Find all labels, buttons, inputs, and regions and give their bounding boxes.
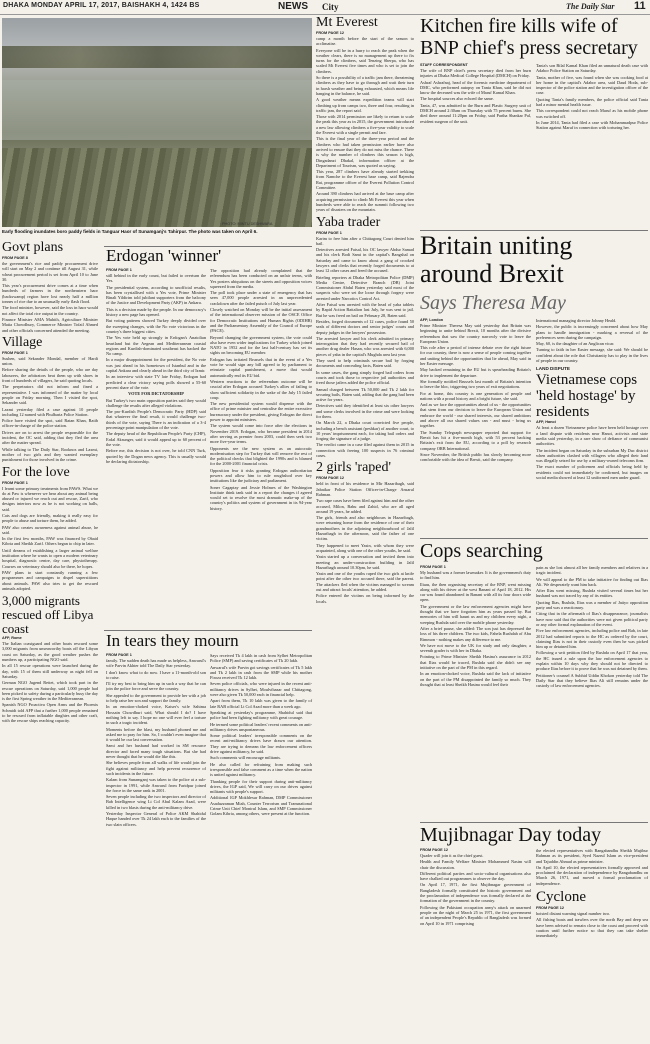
article-paragraph: Briefing reporters at Dhaka Metropolitan Police (DMP) Media Centre, Detective Branch (DB) Joint Commissioner Abdul Baten yesterday said most of the suspects who were set the loose through forgery were arrested under Narcotics Control Act.	[316, 274, 414, 301]
article-paragraph: However, the public is increasingly concerned about how May plans to handle immigration - marking a reversal of the preferences seen during the campaign.	[536, 324, 648, 340]
article-paragraph: May backed remaining in the EU but is spearheading Britain's drive to implement the departure.	[420, 367, 531, 378]
article-paragraph: The poll took place under a state of emergency that has seen 47,000 people arrested in an unprecedented crackdown after the failed putsch of July last year.	[210, 290, 312, 306]
article-paragraph: After Ilias went missing, Rushda visited several times but her husband was not traced by any of its entities.	[536, 588, 648, 599]
article-paragraph: Karim to free him after a Chittagong Court denied him bail.	[316, 235, 414, 246]
article-paragraph: International managing director Johnny Heald.	[536, 318, 617, 323]
byline: FROM PAGE 1	[2, 350, 28, 355]
article-paragraph: Yasin started up a conversation and invited them into meeting an under-construction building in Jalil Hazaribagh around 10.30pm, he said.	[316, 554, 414, 570]
photo-caption: Early flooding inundates boro paddy fields in Tanguar Haor of Sunamganj's Tahirpur. The photo was taken on April 6.	[2, 229, 258, 234]
article-paragraph: Anwarul's wife Parvin got savings certificates of Tk 5 lakh and Tk 2 lakh in cash from the SMP while his mother Firoza received Tk 12 lakh.	[210, 664, 312, 681]
kitchen-col-b	[536, 63, 648, 132]
article-paragraph: Around 390 climbers had arrived at the base camp after acquiring permission to climb Mt Everest this year when hundreds were able to reach the summit following two years of disasters on the mountain.	[316, 191, 414, 213]
article-paragraph: In a major disappointment for the president, the No vote was just ahead in his hometown of Istanbul and in the capital Ankara and clearly ahead in the third city of Izmir.	[106, 357, 206, 374]
brexit-col-b	[536, 318, 648, 481]
article-paragraph: I learnt some primary treatments from PAWS. What we do at Paw is whenever we hear about any animal being abused or injured we reach out and rescue, Zarif, who designs interiors now as he is not working on halls, said.	[2, 485, 98, 512]
article-paragraph: In some cases, the gang simply forged bail orders from courts and took those to respective jail authorities and freed those jailers added the police official.	[316, 369, 414, 386]
article-paragraph: Seven people including the two inspectors and director of Bab Intelligence wing Lt Col Abul Kalam Azad, were killed in two blasts during the anti-militancy drive.	[106, 794, 206, 810]
article-paragraph: They used to help criminals secure bail by forging documents and concealing facts, Baten said.	[316, 358, 414, 369]
article-paragraph: Since November, the British public has slowly becoming more comfortable with the idea of Brexit, said the company.	[420, 451, 531, 463]
article-paragraph: So there is a possibility of a traffic jam there, threatening climbers as they have to go through and wait their turn in harsh weather and being exhausted, which means life hanging in the balance, he said.	[316, 75, 414, 96]
article-paragraph: Detectives arrested Faisal, his OC lawyer Abdur Samad and his clerk Bodi Sami in the capital's Bangshal on Saturday and came to know about a gang of crooked lawyers and clerks that recently forged documents to at least 12 other cases and freed the accused.	[316, 247, 414, 274]
article-paragraph: Such comments will encourage militants.	[210, 755, 282, 761]
article-paragraph: Before me, this decision is not over, he told CNN Turk, quoted by the Dogan news agency. This is usually would be declaring dictatorship.	[106, 448, 206, 464]
article-paragraph: The presidential system, according to unofficial results, has been crystallised with a Yes vote, Prime Minister Binali Yildirim told jubilant supporters from the balcony of the Justice and Development Party (AKP) in Ankara.	[106, 284, 206, 306]
headline-mujibnagar: Mujibnagar Day today	[420, 824, 602, 846]
headline-kitchen-fire: Kitchen fire kills wife of BNP chief's press secretary	[420, 15, 638, 59]
article-paragraph: Laxmi yesterday filed a case against 10 people including 12 named with Phulbaria Police Station.	[2, 406, 98, 417]
byline: FROM PAGE 1	[2, 480, 28, 485]
article-paragraph: Following the Pakistani occupation army's attack on unarmed people on the night of March 25 in 1971, the first government of an independent People's Republic of Bangladesh was formed on April 10 in 1971 comprising	[420, 904, 531, 926]
byline: AFP, London	[420, 318, 444, 322]
article-paragraph: After a brief pause, she added: The son just has depressed the loss of his three children. The two kids, Fahela Rushdah of Abu Rimmon - nothing makes any difference to me.	[420, 625, 531, 642]
byline: AFP, Hanoi	[536, 420, 556, 425]
article-paragraph: held in front of his residence in Mir Hazaribagh, said Jabatkar Police Station Officer-in-Charge Ansarul Rahman.	[316, 481, 414, 497]
article-paragraph: Finance Minister AMA Muhith, Agriculture Minister Matia Chowdhury, Commerce Minister Tofail Ahmed and other officials concerned attended the meeting.	[2, 316, 98, 333]
article-paragraph: Tania's son Bilal Kamal Khan filed an unnatural death case with Adabor Police Station on Saturday.	[536, 63, 648, 74]
article-paragraph: The incident began on Saturday in the suburban My Duc district when authorities clashed with villagers who alleged their land was illegally seized for use by a military-owned telecoms firm.	[536, 447, 648, 464]
byline: FROM PAGE 1	[316, 230, 342, 235]
headline-in-tears: In tears they mourn	[106, 631, 239, 650]
article-paragraph: After Faisal was arrested with the head of yaba tablets by Rapid Action Battalion last July, he was sent to jail. But he was freed on bail on February 28, Baten said.	[316, 302, 414, 318]
article-paragraph: Erdogan has irritated Brussels that in the event of a Yes vote he would sign any bill agreed to by parliament to reinstate capital punishment, a move that would automatically end its EU bid.	[210, 356, 312, 378]
article-paragraph: Opposition fear it risks granting Erdogan authoritarian powers and allow him to rule roughshod over key institutions like the judiciary and parliament.	[210, 467, 312, 484]
article-paragraph: Quoting Tania's family members, the police official said Tania had a minor mental health issue.	[536, 96, 648, 108]
article-paragraph: This year's procurement drive comes at a time when hundreds of farmers in the northeastern haor (backswamp) region have lost nearly half a million tonnes of rice due to an unusually early flash flood.	[2, 283, 98, 305]
article-paragraph: The opposition had already complained that the referendum has been conducted on an unfair terms, with Yes posters ubiquitous on the streets and opposition voices squeezed from the media.	[210, 268, 312, 289]
article-paragraph: We have not move to the UK for study and only daughter, a seventh grader is with her in Dhaka.	[420, 642, 531, 654]
article-paragraph: The wife of BNP chief's press secretary died from her burn injuries at Dhaka Medical College Hospital (DMCH) on Friday.	[420, 68, 531, 79]
byline: FROM PAGE 8	[2, 256, 28, 260]
article-paragraph: Sami and her husband had worked in SM resource director and faced many tough situations. But she had never thought that he would die like this.	[106, 743, 206, 760]
article-paragraph: Western reactions to the referendum outcome will be crucial after Erdogan accused Turkey's allies of failing to show sufficient solidarity in the wake of the July 15 failed coup.	[210, 378, 312, 400]
subheadline-brexit: Says Theresa May	[420, 292, 566, 314]
tears-col-b	[210, 653, 312, 818]
article-paragraph: We will appeal to the PM to take initiative for finding out Ilias Ali. We desperately want him back.	[536, 576, 648, 587]
tears-col-a	[106, 653, 206, 828]
headline-everest: Mt Everest	[316, 15, 378, 30]
headline-cops-searching: Cops searching	[420, 540, 543, 562]
photo-credit: PHOTO: MINTU DESHWARA	[222, 222, 273, 226]
article-paragraph: The government or the law enforcement agencies might have thought that we have forgotten him as years passed by. But memories of him will haunt us and my children every night, a weeping Rushda said over the mobile phone yesterday.	[420, 603, 531, 625]
article-paragraph: Quader will join it as the chief guest.	[420, 853, 484, 858]
article-paragraph: Besides, forged documents of 12 cases, police found 50 seals of different doctors and senior judges' courts and deputy judges in the lawyers' possession.	[316, 318, 414, 335]
article-paragraph: On March 22, a Dhaka court convicted five people, including a bench assistant (peshkar) of another court, to 10 years' imprisonment each, for taking bail orders and forging the signature of a judge.	[316, 420, 414, 442]
article-paragraph: May, 60, is the daughter of an Anglican vicar.	[536, 341, 615, 347]
article-paragraph: And as we face the opportunities ahead of us - the opportunities that stem from our decision to leave the European Union and embrace the world - our shared interests, our shared ambitions and above all our shared values can - and must - bring us together.	[420, 402, 531, 429]
newspaper-logo: The Daily Star	[566, 2, 615, 11]
headline-vietnamese: Vietnamese cops 'held hostage' by residents	[536, 372, 638, 421]
article-paragraph: hoisted distant warning signal number two.	[536, 911, 611, 917]
article-paragraph: Thanking people for their support during anti-militancy drives, the IGP said, We will carry on our drives against militants with people's support.	[210, 778, 312, 795]
article-paragraph: camp a month before the start of the season to acclimatise.	[316, 36, 414, 47]
article-paragraph: Until dreams of establishing a larger animal welfare institution where he wants to open a modern veterinary hospital, diagnostic centre, day care, physiotherapy. Courses on veterinary should also be there, he hopes.	[2, 547, 98, 569]
brexit-col-a	[420, 318, 531, 463]
byline: FROM PAGE 12	[420, 848, 448, 852]
article-paragraph: On April 17, 1971, the first Mujibnagar government of Bangladesh formally constituted the historic government and the proclamation of independence was formally declared at the formation of the government in the country.	[420, 882, 531, 904]
article-paragraph: Five law enforcement agencies, including police and Rab, in late 2012 had submitted reports to the HC as ordered by the court, claiming Ilias is not in their custody even then he was picked him up or detained him.	[536, 628, 648, 650]
article-paragraph: Samad charged between Tk 50,000 and Tk 2 lakh for securing bails, Baten said, adding that the gang had been active for years.	[316, 386, 414, 403]
divider	[420, 538, 648, 539]
article-paragraph: This is a decision made by the people. In our democracy's history a new page has opened.	[106, 306, 206, 318]
article-paragraph: PAW plans to start constantly running a few programmes and campaigns to dispel superstitions about animals. PAW also tries to get the rescued animals adopted.	[2, 569, 98, 591]
headline-govt-plans: Govt plans	[2, 240, 64, 255]
article-paragraph: Tania, 47, was admitted to the Burn and Plastic Surgery unit of DMCH around 2:30am on Thursday with 75 percent burns. She died there around 11:20pm on Friday, said Partha Shankar Pal, resident surgeon of the unit.	[420, 102, 531, 124]
article-paragraph: Yasin and one of the youths raped the two girls at knife point after the other two accused there, said the parent. The attackers fled when the victims managed to scream out and attract locals' attention, he added.	[316, 571, 414, 593]
article-paragraph: Health and Family Welfare Minister Mohammed Nasim will chair the discussion.	[420, 859, 531, 870]
headline-for-the-love: For the love	[2, 464, 70, 480]
article-paragraph: The verdict came in a case filed against them in 2015 in connection with freeing 100 suspects in 76 criminal cases.	[316, 442, 414, 459]
article-paragraph: This year, 287 climbers have already started trekking from Namche to the Everest base camp, said Rajendra Rai, programme officer of the Everest Pollution Control Committee.	[316, 169, 414, 191]
article-paragraph: She appealed to the government to provide her with a job to help raise her son and support the family.	[106, 692, 206, 704]
headline-cyclone: Cyclone	[536, 889, 586, 906]
mujib-col-a	[420, 848, 531, 927]
column-4	[316, 15, 414, 605]
article-paragraph: Yesterday Inspector General of Police AKM Shahidul Haque handed over Tk 24 lakh each to the families of the two slain officers.	[106, 811, 206, 827]
article-paragraph: They happened to meet Yasin, with whom they were acquainted, along with one of the other youths, he said.	[316, 542, 414, 553]
article-paragraph: PAW also creates awareness against animal abuse, he said.	[2, 524, 98, 535]
article-paragraph: the government's rice and paddy procurement drive will start on May 2 and continue till August 31, while wheat procurement period is set from April 10 to June 30.	[2, 261, 98, 282]
byline: FROM PAGE 12	[316, 31, 344, 35]
article-paragraph: The pro-Kurdish People's Democratic Party (HDP) said that whatever the final result, it would challenge two-thirds of the vote, saying There is an indication of a 3-4 percentage point manipulation of the vote.	[106, 409, 206, 431]
article-paragraph: I'll try my best to bring him up in such a way that he can join the police force and serve the country.	[106, 681, 206, 692]
subheading: VOTE FOR DICTATORSHIP	[128, 391, 184, 397]
article-paragraph: Moments before the blast, my husband phoned me and asked me to pray for him. So, I couldn't even imagine that it would be our last conversation.	[106, 726, 206, 743]
article-paragraph: The Yes vote held up strongly in Erdogan's Anatolian heartland but the Aegean and Mediterranean coastal regions and Kurdish-dominated southeast has backed the No camp.	[106, 335, 206, 357]
article-paragraph: In the first few months, PAW was financed by Obaid Kibria and Sheikh Zarif. Others began to chip in later.	[2, 536, 98, 547]
article-paragraph: This is the final year of the three-year period and the climbers who had taken permission earlier have also arrived to ensure that they do not miss the chance. There is why the number of climbers this season is high, Dingadanzi Dhakal, information officer at the Department of Tourism, was quoted as saying.	[316, 136, 414, 168]
dateline: DHAKA MONDAY APRIL 17, 2017, BAISHAKH 4, 1424 BS	[3, 2, 200, 9]
article-paragraph: Cats and dogs are friendly, making it really easy for people to abuse and torture them, he added.	[2, 512, 98, 524]
article-paragraph: Prime Minister Theresa May said yesterday that Britain was beginning to unite behind Brexit, 10 months after the divisive referendum that saw the country narrowly vote to leave the European Union.	[420, 323, 531, 344]
cops-col-a	[420, 565, 531, 688]
headline-two-girls: 2 girls 'raped'	[316, 460, 392, 476]
article-paragraph: The Italian coastguard and other boats rescued some 3,000 migrants from unseaworthy boats off the Libyan coast on Saturday, as the good weather pushes the numbers up, a participating NGO said.	[2, 641, 98, 663]
byline: STAFF CORRESPONDENT	[420, 63, 468, 67]
column-1	[2, 240, 98, 725]
article-paragraph: In all 15 rescue operations were launched during the day, with 15 of them still underway as night fell on Saturday.	[2, 663, 98, 679]
page-header-bar	[0, 0, 650, 15]
article-paragraph: Some political leaders' irresponsible comments on the recent anti-militancy drives have drawn our attention. They are trying to demean the law enforcement officers drive against militancy, he said.	[210, 733, 312, 755]
article-paragraph: In June 2014, Tania had filed a case with Mohammadpur Police Station against Maruf in connection with torturing her.	[536, 119, 648, 131]
article-paragraph: The exact number of policemen and officials being held by residents could not immediately be confirmed, but images on social media showed at least 12 uniformed men under guard.	[536, 464, 648, 481]
article-paragraph: In an emotion-choked voice, Rushda said the lack of initiative on the part of the PM disappointed the family so much. They thought that at least Sheikh Hasina would feel their	[420, 671, 531, 687]
byline: FROM PAGE 1	[420, 565, 446, 569]
article-paragraph: Spanish NGO Proactiva Open Arms and the Phoenix Schmidt told AFP that a further 1,000 people remained to be rescued from inflatable dinghies and other craft, with the rescue ships reaching capacity.	[2, 702, 98, 724]
article-paragraph: Kalam from Sunamganj was taken to the police at a sub-inspector in 1991, while Anwarul from Faridpur joined the force in the same rank in 2001.	[106, 777, 206, 793]
cops-col-b	[536, 565, 648, 690]
article-paragraph: The new presidential system would dispense with the office of prime minister and centralise the entire executive bureaucracy under the president, giving Erdogan the direct power to appoint ministers.	[210, 401, 312, 423]
byline: FROM PAGE 1	[106, 268, 132, 272]
kicker-land-dispute: LAND DISPUTE	[536, 366, 570, 372]
article-paragraph: German NGO Jugend Rettet, which took part in the rescue operations on Saturday, said 1,000 people had been picked to safety during a particularly busy the day is the first Spring weather in the Mediterranean.	[2, 680, 98, 702]
article-paragraph: The system would come into force after the elections in November 2019. Erdogan, who became president in 2014 after serving as premier from 2003, could then seek two more five-year terms.	[210, 423, 312, 445]
article-paragraph: The arrested lawyer and his clerk admitted in primary interrogation that they had recently secured bail of another drug dealer Hasan, who was arrested with 6,000 pieces of yaba in the capital's Mughda area last year.	[316, 335, 414, 357]
byline: FROM PAGE 12	[536, 906, 564, 911]
article-paragraph: Before sharing the details of the people, who are day labourers, the arbitrators beat them up with shoes in front of hundreds of villagers, he said quoting locals.	[2, 367, 98, 384]
article-paragraph: She formally notified Brussels last month of Britain's intention to leave the bloc, triggering two years of exit negotiations.	[420, 378, 531, 390]
article-paragraph: Those with 2014 permission are likely to return to scale the peak this year as in 2015, the government introduced a new law allowing climbers a five-year validity to scale the Everest with a single permit and fare.	[316, 114, 414, 136]
article-paragraph: Drives are on to arrest the people responsible for the incident, the OC said, adding that they fled the area after the matter spread.	[2, 429, 98, 446]
article-paragraph: Detectives said they identified at least six other lawyers and some clerks involved in the crime and were looking for them.	[316, 403, 414, 419]
article-paragraph: still behind in the early count, but failed to overturn the Yes.	[106, 273, 206, 284]
article-paragraph: This role after a period of intense debate over the right future for our country, there is now a sense of people coming together and uniting behind the opportunities that lie ahead, May said in her Easter message.	[420, 345, 531, 367]
article-paragraph: the elected representatives with Bangabandhu Sheikh Mujibur Rahman as its president, Syed Nazrul Islam as vice-president and Tajuddin Ahmad as prime minister.	[536, 848, 648, 864]
article-paragraph: Police entered the victims on being informed by the locals.	[316, 593, 414, 604]
article-paragraph: The girls, friends and also neighbours in Hazaribagh, were returning home from the residence of one of their grandmothers in the adjoining neighbourhood of Jalil Hazaribagh in the afternoon, said the father of one victim.	[316, 515, 414, 542]
article-paragraph: Closely watched on Monday will be the initial assessment of the international observer mission of the OSCE Office for Democratic Institutions and Human Rights (ODIHR) and the Parliamentary Assembly of the Council of Europe (PACE).	[210, 307, 312, 334]
article-paragraph: Pointing to Prime Minister Sheikh Hasina's assurance in 2012 that Ilias would be traced, Rushda said she didn't see any initiative on the part of the PM in this regard.	[420, 654, 531, 671]
article-paragraph: In an interview with state TV late Friday, Erdogan had predicted a clear victory saying polls showed a 55-60 percent share of the vote.	[106, 374, 206, 390]
byline: FROM PAGE 1	[106, 653, 132, 657]
article-paragraph: Apart from them, Tk 10 lakh was given to the family of late RAB official Lt Col Azad more than a week ago.	[210, 698, 312, 709]
article-paragraph: Police have visited the spot, said Ratan Khan, Ratib officer-in-charge of the police station.	[2, 418, 98, 429]
kitchen-col-a	[420, 63, 531, 125]
subsection-label: City	[322, 2, 339, 12]
section-label: NEWS	[278, 1, 308, 12]
byline: AFP, Rome	[2, 636, 22, 641]
article-paragraph: The Sunday Telegraph newspaper reported that support for Brexit has hit a five-month high, with 53 percent backing Britain's exit from the EU, according to a poll by research company ORB International.	[420, 429, 531, 451]
article-paragraph: Says received Tk 4 lakh in cash from Sylhet Metropolitan Police (SMP) and saving certificates of Tk 20 lakh.	[210, 653, 312, 664]
article-paragraph: pain as she lost almost all her family members and relatives in a tragic incident.	[536, 565, 648, 576]
erdogan-col-b	[210, 268, 312, 512]
article-paragraph: Two rape cases have been filed against him and the other accused, Milon, Babu and Zahid, who are all aged around 19 years, he added.	[316, 498, 415, 514]
article-paragraph: At least a dozen Vietnamese police have been held hostage over a land dispute with residents near Hanoi, activists and state media said yesterday, in a rare show of defiance of communist authorities.	[536, 425, 648, 447]
article-paragraph: He also called for refraining from making such irresponsible and false comment as a time when the nation is united against militancy.	[210, 761, 312, 778]
article-paragraph: The hospital sources also echoed the same.	[420, 96, 494, 102]
article-paragraph: A good weather means expedition teams will start climbing up from camps two, three and four, resulting in traffic jam, the report said.	[316, 97, 414, 113]
article-paragraph: Following a writ petition filed by Rushda on April 17 that year, the HC issued a rule upon the law enforcement agencies to explain within 10 days why they should not be directed to produce Ilias before it to prove that he was not detained by them.	[536, 650, 648, 672]
article-paragraph: Beyond changing the government system, the vote could also have even wider implications for Turkey which joined NATO in 1952 and for the last half-century has set its sights on becoming EU member.	[210, 334, 312, 356]
divider	[420, 822, 648, 823]
article-paragraph: This correspondent could not reach Maruf as his mobile phone was switched off.	[536, 108, 648, 119]
article-paragraph: For at home, this country is one generation of people and nations with a proud history and a bright future, she said.	[420, 390, 531, 401]
article-paragraph: Everyone will be in a hurry to reach the peak when the weather clears, there is no management up there to fix turns for the climbers, said Tenzing Sherpa, who has scaled Mt Everest five times and who is set to join the climbers.	[316, 47, 414, 74]
page-number: 11	[634, 0, 646, 12]
headline-brexit: Britain uniting around Brexit	[420, 231, 573, 288]
headline-yaba: Yaba trader	[316, 214, 381, 230]
article-paragraph: I don't know what to do now. I have a 11-month-old son to raise.	[106, 669, 206, 680]
article-paragraph: My husband was a former lawmaker. It is the government's duty to find him.	[420, 570, 531, 581]
article-paragraph: The food minister, however, said the loss in haor would not affect the total rice output in the country.	[2, 305, 98, 316]
article-paragraph: Turning to faith in her Easter message, she said: We should be confident about the role that Christianity has to play in the lives of people in our country.	[536, 347, 648, 364]
article-paragraph: All fishing boats and trawlers over the north Bay and deep sea have been advised to remain close to the coast and proceed with caution until further notice so that they can take shelter immediately.	[536, 917, 648, 939]
article-paragraph: While talking to The Daily Star, Rooknos and Laxmi, mother of two girls and they wanted exemplary punishment for those involved in the crime.	[2, 446, 98, 463]
article-paragraph: Tania, mother of five, was found when she was cooking food at her home in the capital's Adabor area, said Daud Hoda, sub-inspector of the police station and the investigation officer of the case.	[536, 74, 648, 96]
article-paragraph: The perpetrators did not inform and fined a representative. I was informed of the matter by local people on Friday morning. Then I visited the spot, Sekander said.	[2, 384, 98, 406]
article-paragraph: Additional IGP Mokhlesur Rahman, DMP Commissioner Asaduzzaman Miah, Counter Terrorism and Transnational Crime Unit Chief Monirul Islam, and SMP Commissioner Golam Kibria, among others, were present at the function.	[210, 795, 312, 817]
article-paragraph: family. The sudden death has made us helpless, Anwarul's wife Parvin Akhter told The Daily Star yesterday.	[106, 658, 206, 669]
headline-village: Village	[2, 334, 43, 350]
article-paragraph: The deputy head of the Republican People's Party (CHP), Erdal Aksunger, said it would appeal up to 60 percent of the vote.	[106, 431, 206, 447]
erdogan-col-a	[106, 268, 206, 465]
article-paragraph: Sushen, said Sekander Mondal, member of Hardi union.	[2, 355, 98, 367]
article-paragraph: He termed some political leaders' recent comments on anti-militancy drives unspontaneous.	[210, 721, 312, 732]
article-paragraph: Petitioner's counsel A Subhid Uddin Khokon yesterday told The Daily Star that they believe Ilias Ali still remains under the custody of law enforcement agencies.	[536, 672, 648, 689]
article-paragraph: But Turkey's two main opposition parties said they would challenge the results after alleged violations.	[106, 397, 206, 408]
article-paragraph: Seven police officials, who were injured in the recent anti-militancy drives in Sylhet, Moulvibazar and Chittagong, were also given Tk 50,000 each in financial help.	[210, 681, 312, 698]
article-paragraph: On April 10, the elected representatives formally approved and proclaimed the declaration of independence by Bangabandhu on March 26, 1971, and moved a formal proclamation of independence.	[536, 864, 648, 886]
article-paragraph: Soner Cagaptay and Jessie Holmes of the Washington Institute think tank said in a report the changes if agreed would set to resolve the most dramatic make-up of the country's politics and system of government in its 94-year history.	[210, 484, 312, 511]
article-paragraph: Different political parties and socio-cultural organisations also have chalked out programmes to observe the day.	[420, 870, 531, 882]
mujib-col-b	[536, 848, 648, 940]
article-paragraph: Ashraf Ashrafnaj, head of the forensic medicine department of DMC, who performed autopsy on Tania Khan, said he did not know the deceased was the wife of Maruf Kamal Khan.	[420, 79, 531, 96]
article-paragraph: Quoting Ilias, Rushda, Ilias was a member of Jatiyo opposition party and was a reactionary.	[536, 599, 648, 611]
article-paragraph: Speaking at yesterday's programme, Shahidul said that police had been fighting militancy with great courage.	[210, 709, 312, 721]
article-paragraph: But voting patterns showed Turkey deeply divided over the sweeping changes, with the No vote victorious in the country's three biggest cities.	[106, 318, 206, 334]
flood-photo	[2, 18, 312, 227]
headline-libya: 3,000 migrants rescued off Libya coast	[2, 593, 94, 637]
article-paragraph: Opponents see the new system as an autocratic modernisation step for Turkey that will remove the rest of the political checks that blighted the 1990s and is blamed for the 2000-2001 financial crisis.	[210, 445, 312, 467]
article-paragraph: In an emotion-choked voice, Kaiser's wife Sahima Hossain Chowdhuri said, What should I do? I have nothing left to say. I hope no one will ever feel a torture in such a tragic incident.	[106, 704, 206, 726]
headline-erdogan: Erdogan 'winner'	[106, 246, 222, 265]
byline: FROM PAGE 12	[316, 476, 344, 481]
article-paragraph: Citing that in the aftermath of Ilias's disappearance, journalists have now said that the authorities were not given political party or any other formal explanation of the event.	[536, 611, 648, 627]
article-paragraph: Iliaas, the then organising secretary of the BNP, went missing along with his driver at the west Banani of April 18, 2012. His car was found abandoned in Banani with all its four doors wide open.	[420, 581, 531, 603]
article-paragraph: She believes people from all walks of life would join the fight against militancy and help prevent recurrence of such incidents in the future.	[106, 760, 206, 776]
